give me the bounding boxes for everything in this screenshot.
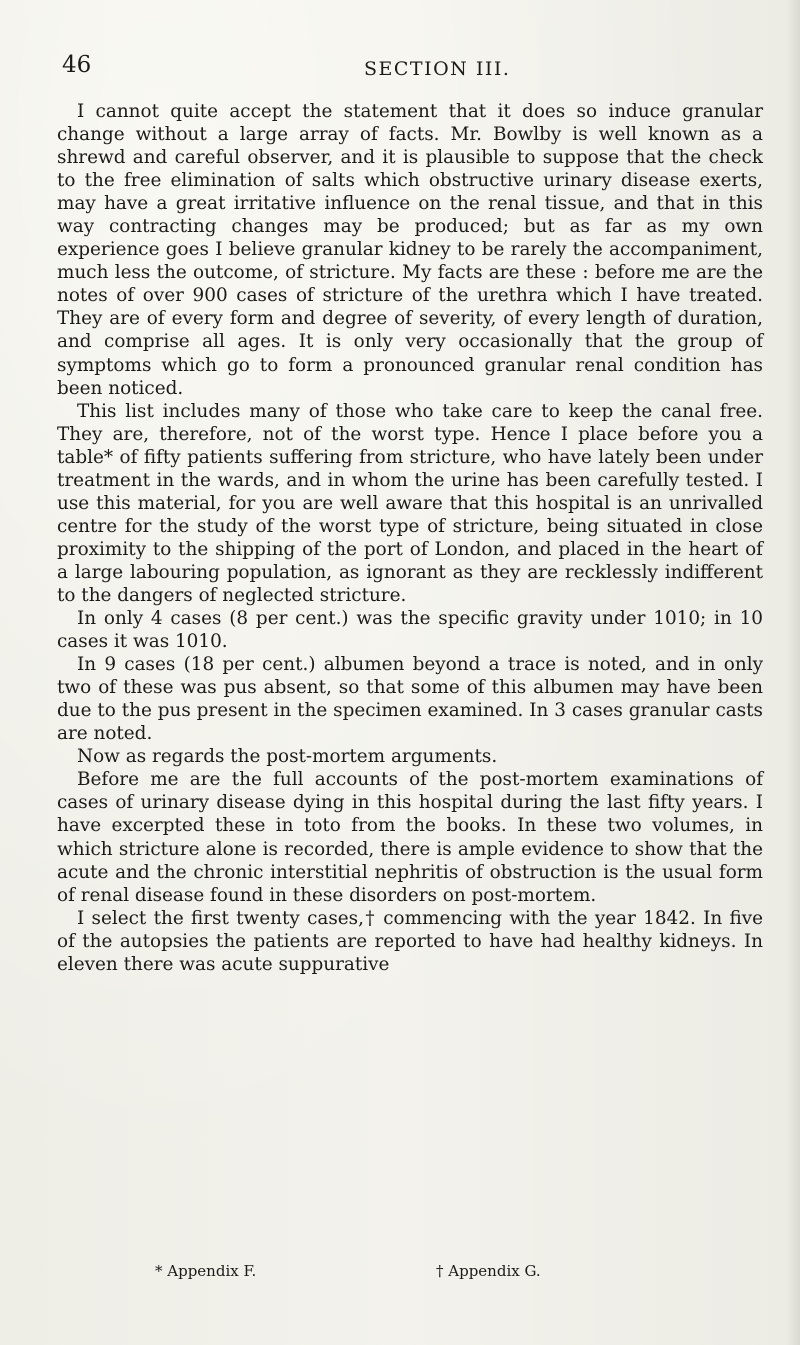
running-head bbox=[62, 52, 760, 82]
paragraph-7: I select the first twenty cases,† commencing with the year 1842. In five of the autopsies the patients are reported to have had healthy kidneys. In eleven there was acute suppurative bbox=[57, 907, 763, 975]
paragraph-5: Now as regards the post-mortem arguments. bbox=[77, 746, 498, 768]
body-text bbox=[57, 100, 763, 976]
paragraph-2: This list includes many of those who take care to keep the canal free. They are, therefore, not of the worst type. Hence I place before you a table* of fifty patients suffering from stricture, who have lately been under treatment in the wards, and in whom the urine has been carefully tested. I use this material, for you are well aware that this hospital is an unrivalled centre for the study of the worst type of stricture, being situated in close proximity to the shipping of the port of London, and placed in the heart of a large labouring population, as ignorant as they are recklessly indifferent to the dangers of neglected stricture. bbox=[57, 400, 763, 606]
footnote-appendix-f: * Appendix F. bbox=[155, 1262, 257, 1280]
page-edge-shadow bbox=[786, 0, 800, 1345]
section-title: SECTION III. bbox=[364, 58, 511, 80]
footnotes bbox=[155, 1262, 655, 1286]
paragraph-1: I cannot quite accept the statement that it does so induce granular change without a large array of facts. Mr. Bowlby is well known as a shrewd and careful observer, and it is plausible to suppose that the check to the free elimination of salts which obstructive urinary disease exerts, may have a great irritative influence on the renal tissue, and that in this way contracting changes may be produced; but as far as my own experience goes I believe granular kidney to be rarely the accompaniment, much less the outcome, of stricture. My facts are these : before me are the notes of over 900 cases of stricture of the urethra which I have treated. They are of every form and degree of severity, of every length of duration, and comprise all ages. It is only very occasionally that the group of symptoms which go to form a pronounced granular renal condition has been noticed. bbox=[57, 101, 763, 399]
paragraph-6: Before me are the full accounts of the post-mortem examinations of cases of urinary disease dying in this hospital during the last fifty years. I have excerpted these in toto from the books. In these two volumes, in which stricture alone is recorded, there is ample evidence to show that the acute and the chronic interstitial nephritis of obstruction is the usual form of renal disease found in these disorders on post-mortem. bbox=[57, 769, 763, 906]
paragraph-3: In only 4 cases (8 per cent.) was the specific gravity under 1010; in 10 cases it was 1010. bbox=[57, 608, 763, 653]
footnote-appendix-g: † Appendix G. bbox=[436, 1262, 541, 1280]
paragraph-4: In 9 cases (18 per cent.) albumen beyond a trace is noted, and in only two of these was pus absent, so that some of this albumen may have been due to the pus present in the specimen examined. In 3 cases granular casts are noted. bbox=[57, 654, 763, 745]
page-number: 46 bbox=[62, 52, 92, 78]
